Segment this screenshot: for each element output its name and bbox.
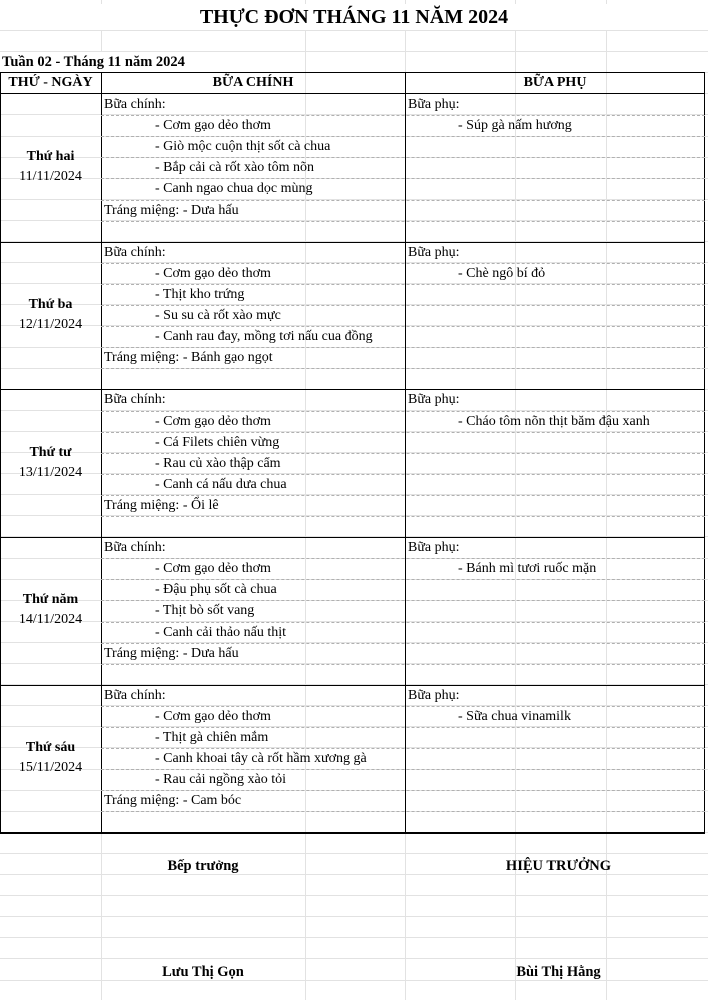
snack-item: - Sữa chua vinamilk xyxy=(458,709,571,724)
dessert-item: Tráng miệng: - Bánh gạo ngọt xyxy=(104,350,273,365)
snack-item: - Súp gà nấm hương xyxy=(458,118,572,133)
day-divider xyxy=(0,833,705,834)
snack-item: - Cháo tôm nõn thịt băm đậu xanh xyxy=(458,414,650,429)
snack-label: Bữa phụ: xyxy=(408,97,460,112)
gridline xyxy=(0,853,708,854)
dish-item: - Canh ngao chua dọc mùng xyxy=(155,181,313,196)
day-name: Thứ sáu xyxy=(25,740,76,755)
snack-item: - Chè ngô bí đỏ xyxy=(458,266,546,281)
day-label xyxy=(0,590,101,630)
snack-label: Bữa phụ: xyxy=(408,392,460,407)
day-date: 13/11/2024 xyxy=(18,465,83,480)
snack-label: Bữa phụ: xyxy=(408,688,460,703)
row-divider xyxy=(101,811,705,812)
dessert-item: Tráng miệng: - Cam bóc xyxy=(104,793,242,808)
snack-label: Bữa phụ: xyxy=(408,245,460,260)
day-label xyxy=(0,443,101,483)
day-label xyxy=(0,295,101,335)
dish-item: - Thịt gà chiên mắm xyxy=(155,730,269,745)
day-date: 15/11/2024 xyxy=(18,760,83,775)
dish-item: - Cơm gạo dẻo thơm xyxy=(155,266,271,281)
gridline xyxy=(0,916,708,917)
main-meal-label: Bữa chính: xyxy=(104,392,166,407)
day-date: 12/11/2024 xyxy=(18,317,83,332)
signature-name-chef: Lưu Thị Gọn xyxy=(162,964,244,980)
page-title: THỰC ĐƠN THÁNG 11 NĂM 2024 xyxy=(0,4,708,30)
row-divider xyxy=(101,664,705,665)
dish-item: - Canh cá nấu dưa chua xyxy=(155,477,287,492)
dish-item: - Rau cải ngồng xào tỏi xyxy=(155,772,287,787)
row-divider xyxy=(101,516,705,517)
dish-item: - Thịt bò sốt vang xyxy=(155,603,255,618)
main-meal-label: Bữa chính: xyxy=(104,540,166,555)
header-snack: BỮA PHỤ xyxy=(523,75,587,90)
day-name: Thứ ba xyxy=(28,297,73,312)
gridline xyxy=(0,30,708,31)
header-day: THỨ - NGÀY xyxy=(8,75,93,90)
snack-item: - Bánh mì tươi ruốc mặn xyxy=(458,561,597,576)
main-meal-label: Bữa chính: xyxy=(104,97,166,112)
dish-item: - Cơm gạo dẻo thơm xyxy=(155,414,271,429)
dish-item: - Cơm gạo dẻo thơm xyxy=(155,561,271,576)
day-date: 14/11/2024 xyxy=(18,612,83,627)
row-divider xyxy=(101,221,705,222)
day-name: Thứ tư xyxy=(29,445,72,460)
dish-item: - Bắp cải cà rốt xào tôm nõn xyxy=(155,160,315,175)
day-label xyxy=(0,147,101,187)
dish-item: - Cơm gạo dẻo thơm xyxy=(155,709,271,724)
dish-item: - Thịt kho trứng xyxy=(155,287,245,302)
dish-item: - Canh rau đay, mồng tơi nấu cua đồng xyxy=(155,329,373,344)
dish-item: - Rau củ xào thập cẩm xyxy=(155,456,281,471)
dessert-item: Tráng miệng: - Dưa hấu xyxy=(104,203,239,218)
dish-item: - Cá Filets chiên vừng xyxy=(155,435,280,450)
main-meal-label: Bữa chính: xyxy=(104,688,166,703)
signature-name-principal: Bùi Thị Hằng xyxy=(516,964,601,980)
dish-item: - Canh cải thảo nấu thịt xyxy=(155,625,287,640)
dish-item: - Canh khoai tây cà rốt hầm xương gà xyxy=(155,751,367,766)
day-date: 11/11/2024 xyxy=(19,169,82,184)
dessert-item: Tráng miệng: - Dưa hấu xyxy=(104,646,239,661)
signature-title-principal: HIỆU TRƯỞNG xyxy=(505,858,612,874)
gridline xyxy=(0,937,708,938)
dish-item: - Đậu phụ sốt cà chua xyxy=(155,582,277,597)
snack-label: Bữa phụ: xyxy=(408,540,460,555)
day-name: Thứ năm xyxy=(22,592,79,607)
header-main-meal: BỮA CHÍNH xyxy=(212,75,294,90)
signature-title-chef: Bếp trưởng xyxy=(167,858,239,874)
week-label: Tuần 02 - Tháng 11 năm 2024 xyxy=(2,52,189,72)
gridline xyxy=(0,895,708,896)
main-meal-label: Bữa chính: xyxy=(104,245,166,260)
dish-item: - Su su cà rốt xào mực xyxy=(155,308,281,323)
dish-item: - Giò mộc cuộn thịt sốt cà chua xyxy=(155,139,331,154)
day-label xyxy=(0,738,101,778)
gridline xyxy=(0,958,708,959)
dessert-item: Tráng miệng: - Ổi lê xyxy=(104,498,219,513)
dish-item: - Cơm gạo dẻo thơm xyxy=(155,118,271,133)
row-divider xyxy=(101,368,705,369)
day-name: Thứ hai xyxy=(26,149,75,164)
